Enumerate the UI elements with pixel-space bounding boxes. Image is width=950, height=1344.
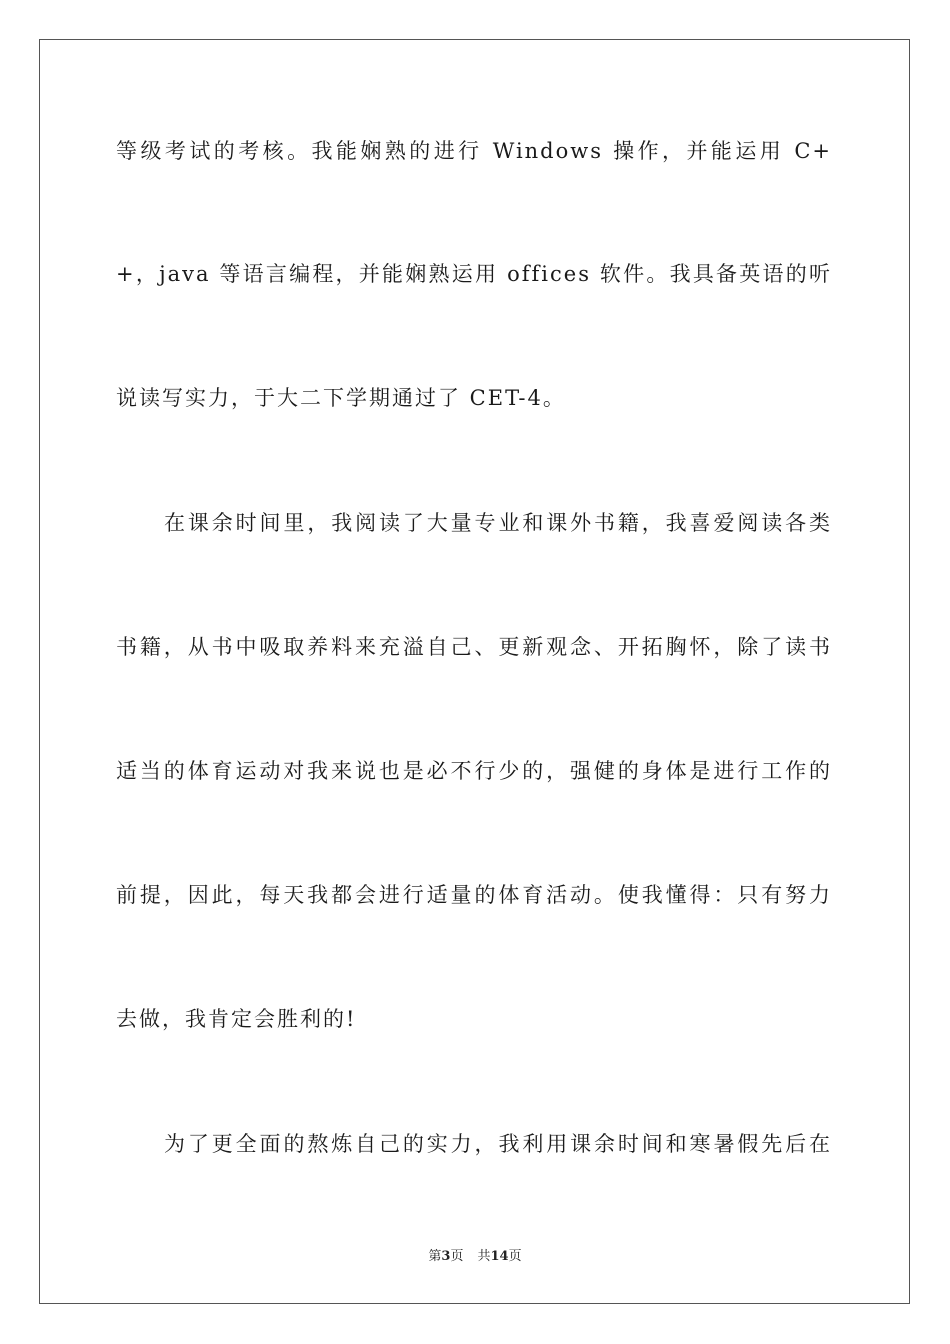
paragraph-first-line: 为了更全面的熬炼自己的实力，我利用课余时间和寒暑假先后在 <box>164 1132 832 1156</box>
text-line: 前提，因此，每天我都会进行适量的体育活动。使我懂得：只有努力 <box>116 883 832 907</box>
page-number: 3 <box>441 1249 451 1264</box>
total-label-prefix: 共 <box>477 1249 491 1264</box>
paragraph-first-line: 在课余时间里，我阅读了大量专业和课外书籍，我喜爱阅读各类 <box>164 511 832 535</box>
page-label-suffix: 页 <box>450 1249 464 1264</box>
text-line: 适当的体育运动对我来说也是必不行少的，强健的身体是进行工作的 <box>116 759 832 783</box>
text-line: 说读写实力，于大二下学期通过了 CET-4。 <box>116 386 566 410</box>
text-line: +，java 等语言编程，并能娴熟运用 offices 软件。我具备英语的听 <box>116 262 832 286</box>
total-label-suffix: 页 <box>508 1249 522 1264</box>
page-border <box>39 39 910 1304</box>
text-line: 书籍，从书中吸取养料来充溢自己、更新观念、开拓胸怀，除了读书 <box>116 635 832 659</box>
text-line: 去做，我肯定会胜利的! <box>116 1007 357 1031</box>
text-line: 等级考试的考核。我能娴熟的进行 Windows 操作，并能运用 C+ <box>116 139 832 163</box>
total-pages: 14 <box>490 1249 509 1264</box>
page-footer <box>0 1248 950 1266</box>
page-label-prefix: 第 <box>428 1249 442 1264</box>
